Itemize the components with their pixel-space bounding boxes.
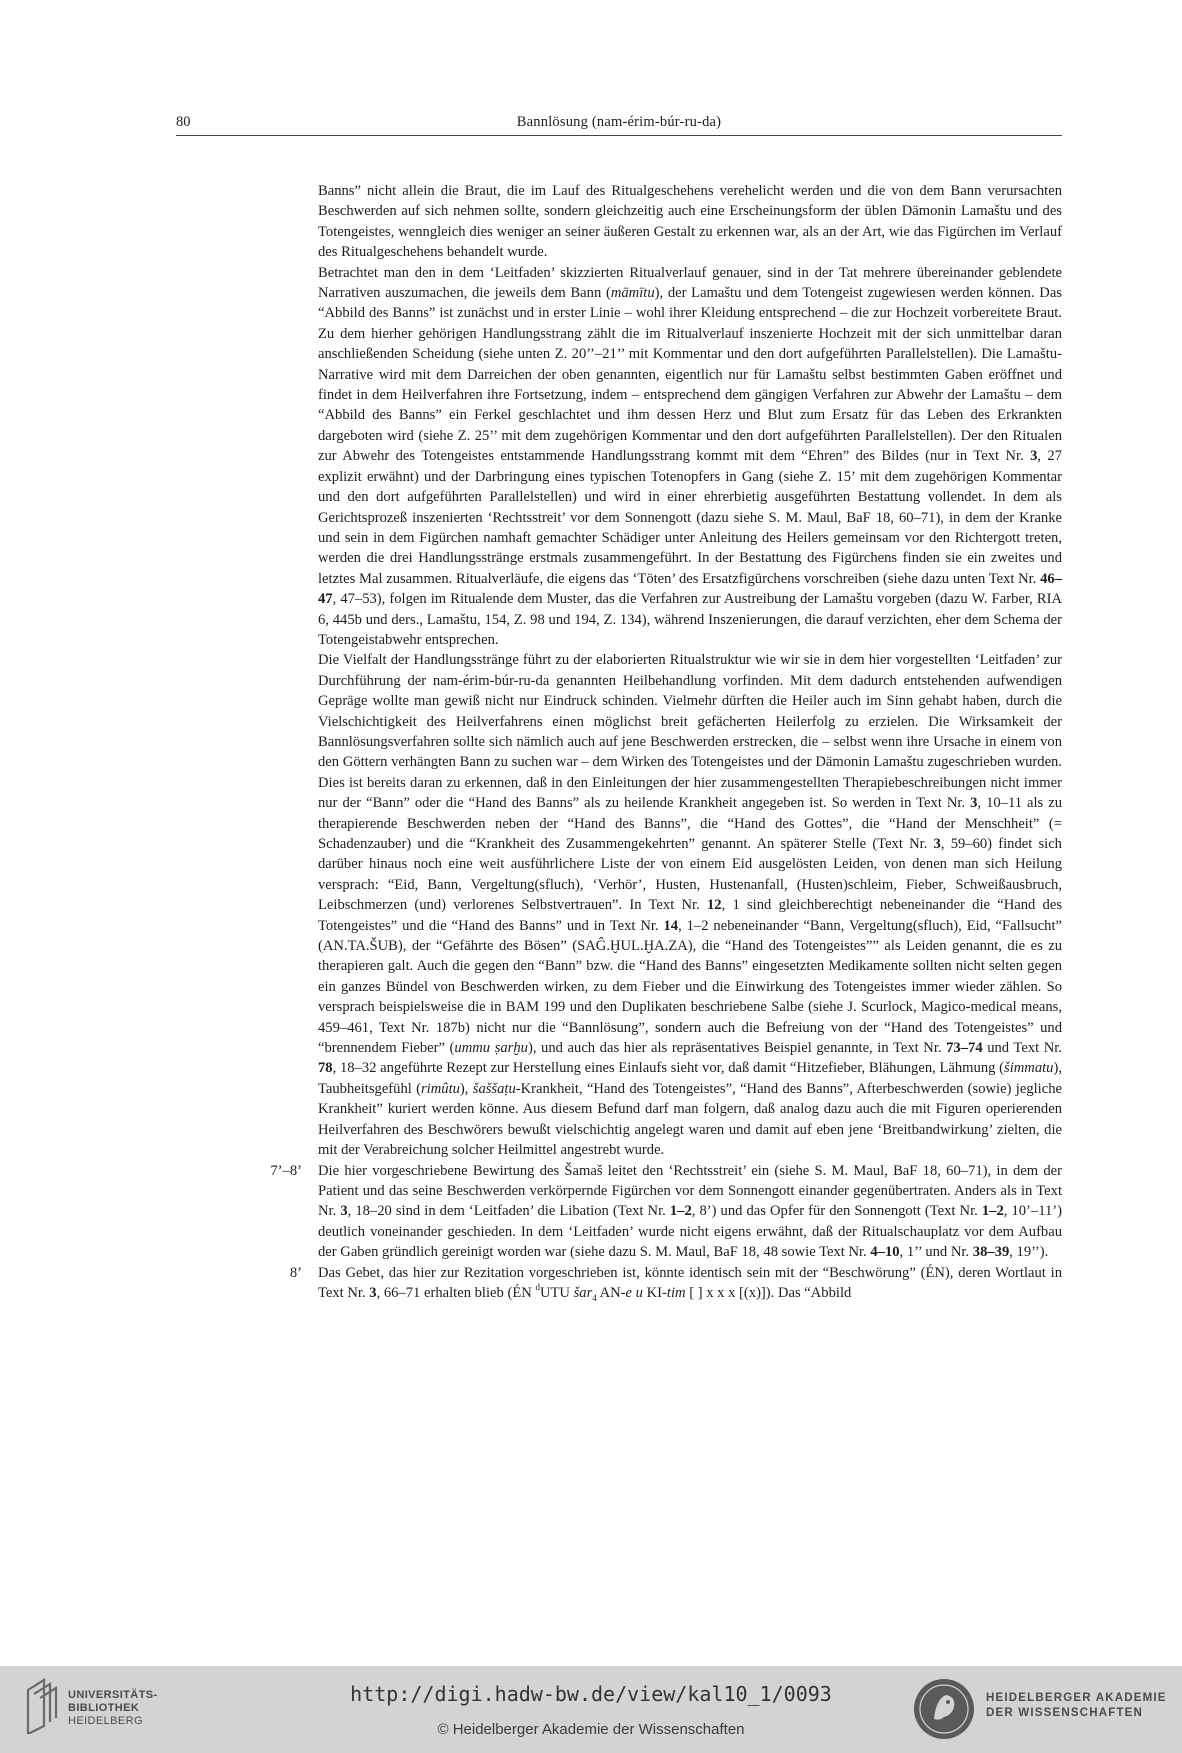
commentary-paragraph: Banns” nicht allein die Braut, die im Lauf des Ritualgeschehens verehelicht werden und die von dem Bann verursachten Beschwerden auf sich nehmen sollte, sondern gleichzeitig auch eine Erscheinungsform der üblen Dämonin Lamaštu und des Totengeistes, wenngleich dies weniger an seiner äußeren Gestalt zu erkennen war, als an der Art, wie das Figürchen im Verlauf des Ritualgeschehens behandelt wurde.	[318, 183, 1062, 261]
line-commentary-entry	[289, 1263, 1062, 1304]
commentary-text	[270, 181, 1063, 1303]
entry-text: Die hier vorgeschriebene Bewirtung des Šamaš leitet den ‘Rechtsstreit’ ein (siehe S. M. Maul, BaF 18, 60–71), in dem der Patient und das seine Beschwerden verkörpernde Figürchen vor dem Sonnengott einander gegenübertraten. Anders als in Text Nr. 3, 18–20 sind in dem ‘Leitfaden’ die Libation (Text Nr. 1–2, 8’) und das Opfer für den Sonnengott (Text Nr. 1–2, 10’–11’) deutlich voneinander geschieden. In dem ‘Leitfaden’ wurde nicht eigens erwähnt, daß der Ritualschauplatz vor dem Aufbau der Gaben gründlich gereinigt worden war (siehe dazu S. M. Maul, BaF 18, 48 sowie Text Nr. 4–10, 1’’ und Nr. 38–39, 19’’).	[318, 1162, 1062, 1261]
entry-text: Das Gebet, das hier zur Rezitation vorgeschrieben ist, könnte identisch sein mit der “Beschwörung” (ÉN), deren Wortlaut in Text Nr. 3, 66–71 erhalten blieb (ÉN $^d$UTU šar$_4$ AN-e u KI-tim [ ] x x x [(x)]). Das “Abbild	[318, 1264, 1062, 1303]
source-url-link[interactable]: http://digi.hadw-bw.de/view/kal10_1/0093	[350, 1682, 832, 1706]
line-reference: 8’	[289, 1264, 302, 1281]
line-reference: 7’–8’	[270, 1162, 302, 1179]
running-title: Bannlösung (nam-érim-búr-ru-da)	[516, 114, 722, 130]
commentary-paragraph: Betrachtet man den in dem ‘Leitfaden’ skizzierten Ritualverlauf genauer, sind in der Tat mehrere übereinander geblendete Narrativen auszumachen, die jeweils dem Bann (māmītu), der Lamaštu und dem Totengeist zugewiesen werden können. Das “Abbild des Banns” ist zunächst und in erster Linie – wohl ihrer Kleidung entsprechend – die zur Hochzeit vorbereitete Braut. Zu dem hierher gehörigen Handlungsstrang zählt die im Ritualverlauf inszenierte Hochzeit mit der sich unmittelbar daran anschließenden Scheidung (siehe unten Z. 20’’–21’’ mit Kommentar und den dort aufgeführten Parallelstellen). Die Lamaštu-Narrative wird mit dem Darreichen der oben genannten, eigentlich nur für Lamaštu selbst bestimmten Gaben eröffnet und findet in dem Heilverfahren ihre Fortsetzung, indem – entsprechend dem gängigen Verfahren zur Abwehr der Lamaštu – dem “Abbild des Banns” ein Ferkel geschlachtet und ihm dessen Herz und Blut zum Ersatz für das Leben des Erkrankten dargeboten wird (siehe Z. 25’’ mit dem zugehörigen Kommentar und den dort aufgeführten Parallelstellen). Der den Ritualen zur Abwehr des Totengeistes entstammende Handlungsstrang kommt mit dem “Ehren” des Bildes (nur in Text Nr. 3, 27 explizit erwähnt) und der Darbringung eines typischen Totenopfers in Gang (siehe Z. 15’ mit dem zugehörigen Kommentar und den dort aufgeführten Parallelstellen) und wird in einer ehrerbietig ausgeführten Bestattung vollendet. In dem als Gerichtsprozeß inszenierten ‘Rechtsstreit’ vor dem Sonnengott (dazu siehe S. M. Maul, BaF 18, 60–71), in dem der Kranke und sein in dem Figürchen namhaft gemachter Schädiger unter Anleitung des Heilers gemeinsam vor den Richtergott treten, werden die drei Handlungsstränge erstmals zusammengeführt. In der Bestattung des Figürchens finden sie ein zweites und letztes Mal zusammen. Ritualverläufe, die eigens das ‘Töten’ des Ersatzfigürchens vorschreiben (siehe dazu unten Text Nr. 46–47, 47–53), folgen im Ritualende dem Muster, das die Verfahren zur Austreibung der Lamaštu vorgeben (dazu W. Farber, RIA 6, 445b und ders., Lamaštu, 154, Z. 98 und 194, Z. 134), während Inszenierungen, die darauf verzichten, eher dem Schema der Totengeistabwehr entsprechen.	[318, 264, 1062, 648]
university-library-name: UNIVERSITÄTS- BIBLIOTHEK HEIDELBERG	[68, 1689, 158, 1727]
academy-seal-icon	[912, 1677, 976, 1741]
digitization-footer	[0, 1666, 1182, 1753]
academy-name: HEIDELBERGER AKADEMIE DER WISSENSCHAFTEN	[986, 1692, 1167, 1719]
line-commentary-entry	[270, 1161, 1062, 1263]
page-header	[176, 113, 1062, 136]
page-number: 80	[176, 114, 191, 130]
commentary-paragraph: Die Vielfalt der Handlungsstränge führt zu der elaborierten Ritualstruktur wie wir sie in dem hier vorgestellten ‘Leitfaden’ zur Durchführung der nam-érim-búr-ru-da genannten Heilbehandlung vorfinden. Mit dem dadurch entstehenden aufwendigen Gepräge wollte man gewiß nicht nur Eindruck schinden. Vielmehr dürften die Heiler auch im Sinn gehabt haben, durch die Vielschichtigkeit des Heilverfahrens einen möglichst breit gefächerten Heilerfolg zu erzielen. Die Wirksamkeit der Bannlösungsverfahren sollte sich nämlich auch auf jene Beschwerden erstrecken, die – selbst wenn ihre Ursache in einem von den Göttern verhängten Bann zu suchen war – dem Wirken des Totengeistes und der Dämonin Lamaštu zugeschrieben wurden. Dies ist bereits daran zu erkennen, daß in den Einleitungen der hier zusammengestellten Therapiebeschreibungen nicht immer nur der “Bann” oder die “Hand des Banns” als zu heilende Krankheit angegeben ist. So werden in Text Nr. 3, 10–11 als zu therapierende Beschwerden neben der “Hand des Banns”, die “Hand des Gottes”, die “Hand der Menschheit” (= Schadenzauber) und die “Krankheit des Zusammengekehrten” genannt. An späterer Stelle (Text Nr. 3, 59–60) findet sich darüber hinaus noch eine weit ausführlichere Liste der von einem Eid ausgelösten Leiden, von denen man sich Heilung versprach: “Eid, Bann, Vergeltung(sfluch), ‘Verhör’, Husten, Hustenanfall, (Husten)schleim, Fieber, Schweißausbruch, Leibschmerzen (und) verlorenes Selbstvertrauen”. In Text Nr. 12, 1 sind gleichberechtigt nebeneinander die “Hand des Totengeistes” und die “Hand des Banns” und in Text Nr. 14, 1–2 nebeneinander “Bann, Vergeltung(sfluch), Eid, “Fallsucht” (AN.TA.ŠUB), der “Gefährte des Bösen” (SAĜ.ḪUL.ḪA.ZA), die “Hand des Totengeistes”” als Leiden genannt, die es zu therapieren galt. Auch die gegen den “Bann” bzw. die “Hand des Banns” eingesetzten Medikamente sollten nicht selten gegen ein ganzes Bündel von Beschwerden wirken, zu dem Fieber und die Einwirkung des Totengeistes immer wieder zählen. So versprach beispielsweise die in BAM 199 und den Duplikaten beschriebene Salbe (siehe J. Scurlock, Magico-medical means, 459–461, Text Nr. 187b) nicht nur die “Bannlösung”, sondern auch die Befreiung von der “Hand des Totengeistes” und “brennendem Fieber” (ummu ṣarḫu), und auch das hier als repräsentatives Beispiel genannte, in Text Nr. 73–74 und Text Nr. 78, 18–32 angeführte Rezept zur Herstellung eines Einlaufs sieht vor, daß damit “Hitzefieber, Blähungen, Lähmung (šimmatu), Taubheitsgefühl (rimûtu), šaššaṭu-Krankheit, “Hand des Totengeistes”, “Hand des Banns”, Afterbeschwerden (sowie) jegliche Krankheit” kuriert werden könne. Aus diesem Befund darf man folgern, daß analog dazu auch die mit Figuren operierenden Heilverfahren des Beschwörers bewußt vielschichtig angelegt waren und damit auf eben jene ‘Breitbandwirkung’ zielten, die mit der Verabreichung solcher Heilmittel angestrebt wurde.	[318, 652, 1063, 1159]
copyright-notice: © Heidelberger Akademie der Wissenschaften	[437, 1721, 745, 1738]
